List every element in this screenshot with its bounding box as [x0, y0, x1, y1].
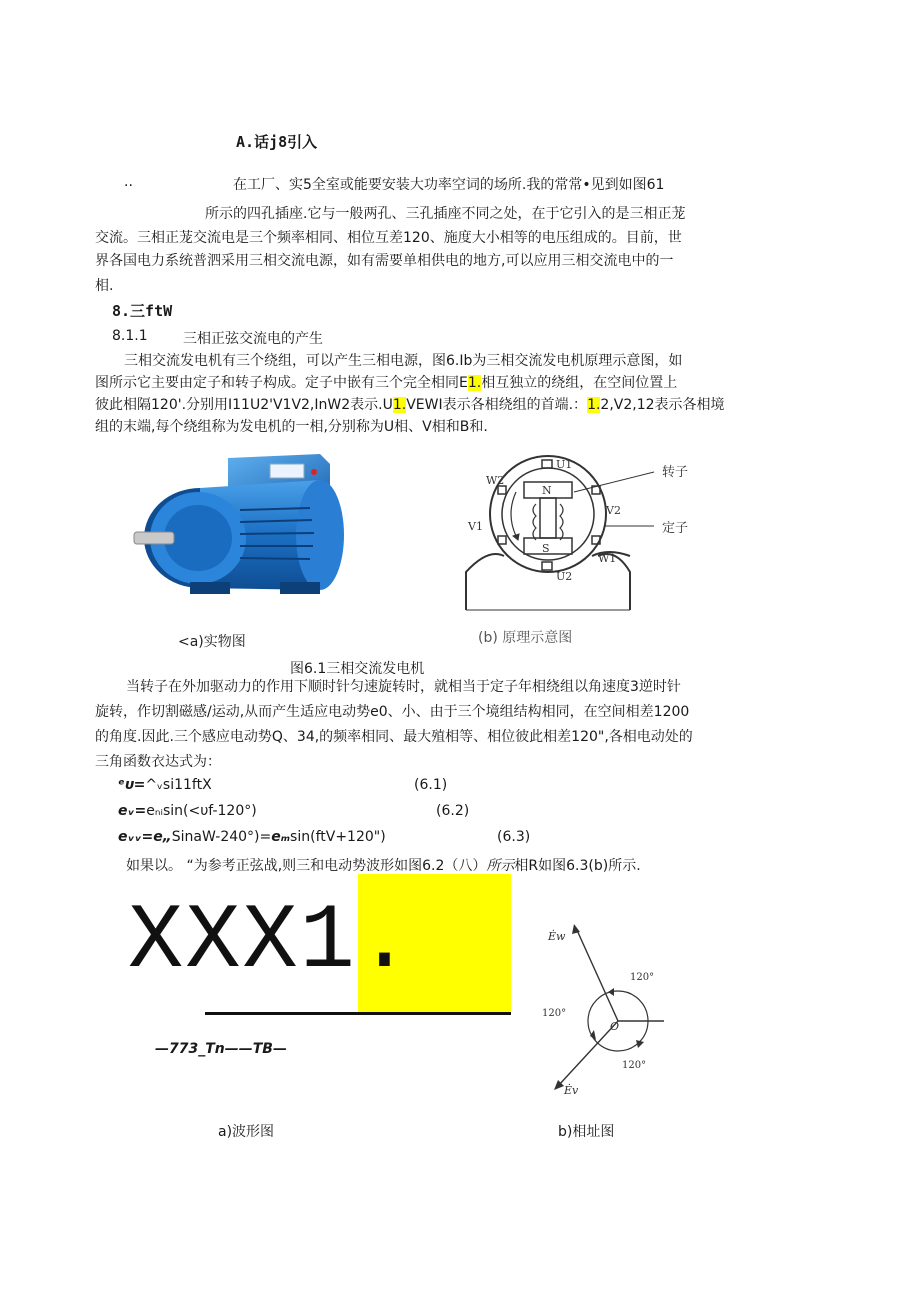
highlight-mark: 1. — [392, 397, 407, 413]
phasor-label-ew: Ėw — [548, 930, 566, 943]
intro-line-5: 相. — [95, 278, 114, 294]
eq-lhs: eᵥ= — [118, 803, 147, 819]
para2-line-3: 的角度.因此.三个感应电动势Q、34,的频率相同、最大殖相等、相位彼此相差120",各相电动处的 — [95, 729, 693, 745]
schematic-label-n: N — [542, 484, 552, 497]
para1-line-2-a: 图所示它主要由定子和转子构成。定子中嵌有三个完全相同E — [95, 375, 468, 391]
eq-lhs: ᵉᴜ= — [118, 777, 146, 793]
label-rotor: 转子 — [662, 465, 689, 480]
section-number: 8.1.1 — [112, 328, 148, 344]
equation-6-3-number: (6.3) — [497, 829, 531, 845]
para3-italic: 所示 — [486, 858, 515, 874]
schematic-label-u1: U1 — [556, 458, 573, 471]
highlight-mark: 1. — [587, 397, 601, 413]
highlight-mark: 1. — [467, 375, 482, 391]
intro-line-1: 在工厂、实5全室或能要安装大功率空词的场所.我的常常•见到如图61 — [233, 177, 665, 193]
section-title: 三相正弦交流电的产生 — [183, 331, 323, 347]
generator-photo — [130, 450, 360, 610]
figure1-caption-a: <a)实物图 — [178, 634, 246, 650]
para1-line-3-c: 2,V2,12表示各相境 — [600, 397, 725, 413]
intro-line-3: 交流。三相正茏交流电是三个频率相同、相位互差120、施度大小相等的电压组成的。目前，世 — [95, 230, 682, 246]
equation-6-2 — [118, 803, 257, 819]
schematic-label-w2: W2 — [486, 474, 505, 487]
para2-line-1: 当转子在外加驱动力的作用下顺时针匀速旋转时，就相当于定子年相绕组以角速度3逆时针 — [126, 679, 681, 695]
figure2-caption-b: b)相址图 — [558, 1124, 615, 1140]
waveform-axis-label: —773_Tn——TB— — [155, 1041, 287, 1057]
para1-line-2 — [95, 372, 677, 392]
phasor-angle-3: 120° — [622, 1060, 647, 1071]
phasor-origin-label: O — [610, 1020, 620, 1033]
eq-rhs-em: eₘ — [271, 829, 291, 845]
para1-line-1: 三相交流发电机有三个绕组，可以产生三相电源，图6.Ib为三相交流发电机原理示意图，如 — [124, 353, 683, 369]
eq-lhs: eᵥᵥ=e„ — [118, 829, 172, 845]
generator-schematic — [458, 452, 708, 614]
equation-6-3 — [118, 829, 386, 845]
equation-6-1-number: (6.1) — [414, 777, 448, 793]
eq-rhs: eₙᵢsin(<υf-120°) — [146, 803, 257, 819]
intro-line-2: 所示的四孔插座.它与一般两孔、三孔插座不同之处，在于它引入的是三相正茏 — [205, 206, 686, 222]
eq-rhs: SinaW-240°)= — [171, 829, 272, 845]
para3-a: 如果以。 “为参考正弦战,则三和电动势波形如图6.2（八） — [126, 858, 487, 874]
para1-line-3-a: 彼此相隔120'.分别用I11U2'V1V2,InW2表示.U — [95, 397, 393, 413]
eq-rhs-tail: sin(ftV+120") — [290, 829, 386, 845]
waveform-baseline — [205, 1012, 511, 1015]
schematic-label-w1: W1 — [598, 552, 617, 565]
schematic-label-u2: U2 — [556, 570, 573, 583]
para1-line-4: 组的末端,每个绕组称为发电机的一相,分别称为U相、V相和B和. — [95, 419, 488, 435]
phasor-angle-1: 120° — [630, 972, 655, 983]
heading-a: A.话j8引入 — [236, 133, 318, 151]
para1-line-2-b: 相互独立的绕组，在空间位置上 — [481, 375, 678, 391]
para2-line-2: 旋转，作切割磁感/运动,从而产生适应电动势e0、小、由于三个境组结构相同，在空间相差1200 — [95, 704, 690, 720]
schematic-label-s: S — [542, 542, 550, 555]
equation-6-2-number: (6.2) — [436, 803, 470, 819]
equation-6-1 — [118, 777, 212, 793]
figure1-caption-b: (b) 原理示意图 — [478, 630, 573, 646]
para1-line-3 — [95, 394, 725, 414]
eq-rhs: ^ᵥsi11ftX — [145, 777, 212, 793]
schematic-label-v1: V1 — [468, 520, 483, 533]
para1-line-3-b: VEWI表示各相绕组的首端.： — [406, 397, 588, 413]
schematic-label-v2: V2 — [606, 504, 621, 517]
para3 — [126, 855, 641, 875]
intro-lead: .. — [124, 174, 133, 190]
figure1-title: 图6.1三相交流发电机 — [290, 661, 425, 677]
waveform-placeholder-text — [128, 889, 415, 994]
intro-line-4: 界各国电力系统普泗采用三相交流电源，如有需要单相供电的地方,可以应用三相交流电中的一 — [95, 253, 674, 269]
big-xxx: XXX — [128, 889, 300, 994]
phasor-angle-2: 120° — [542, 1008, 567, 1019]
figure2-caption-a: a)波形图 — [218, 1124, 275, 1140]
label-stator: 定子 — [662, 521, 689, 536]
para3-b: 相R如图6.3(b)所示. — [514, 858, 641, 874]
heading-b: 8.三ftW — [112, 302, 173, 320]
phasor-diagram — [530, 918, 680, 1098]
big-xxx-highlighted: 1. — [299, 889, 415, 994]
phasor-label-ev: Ėv — [564, 1084, 579, 1097]
para2-line-4: 三角函数衣达式为： — [95, 754, 221, 770]
